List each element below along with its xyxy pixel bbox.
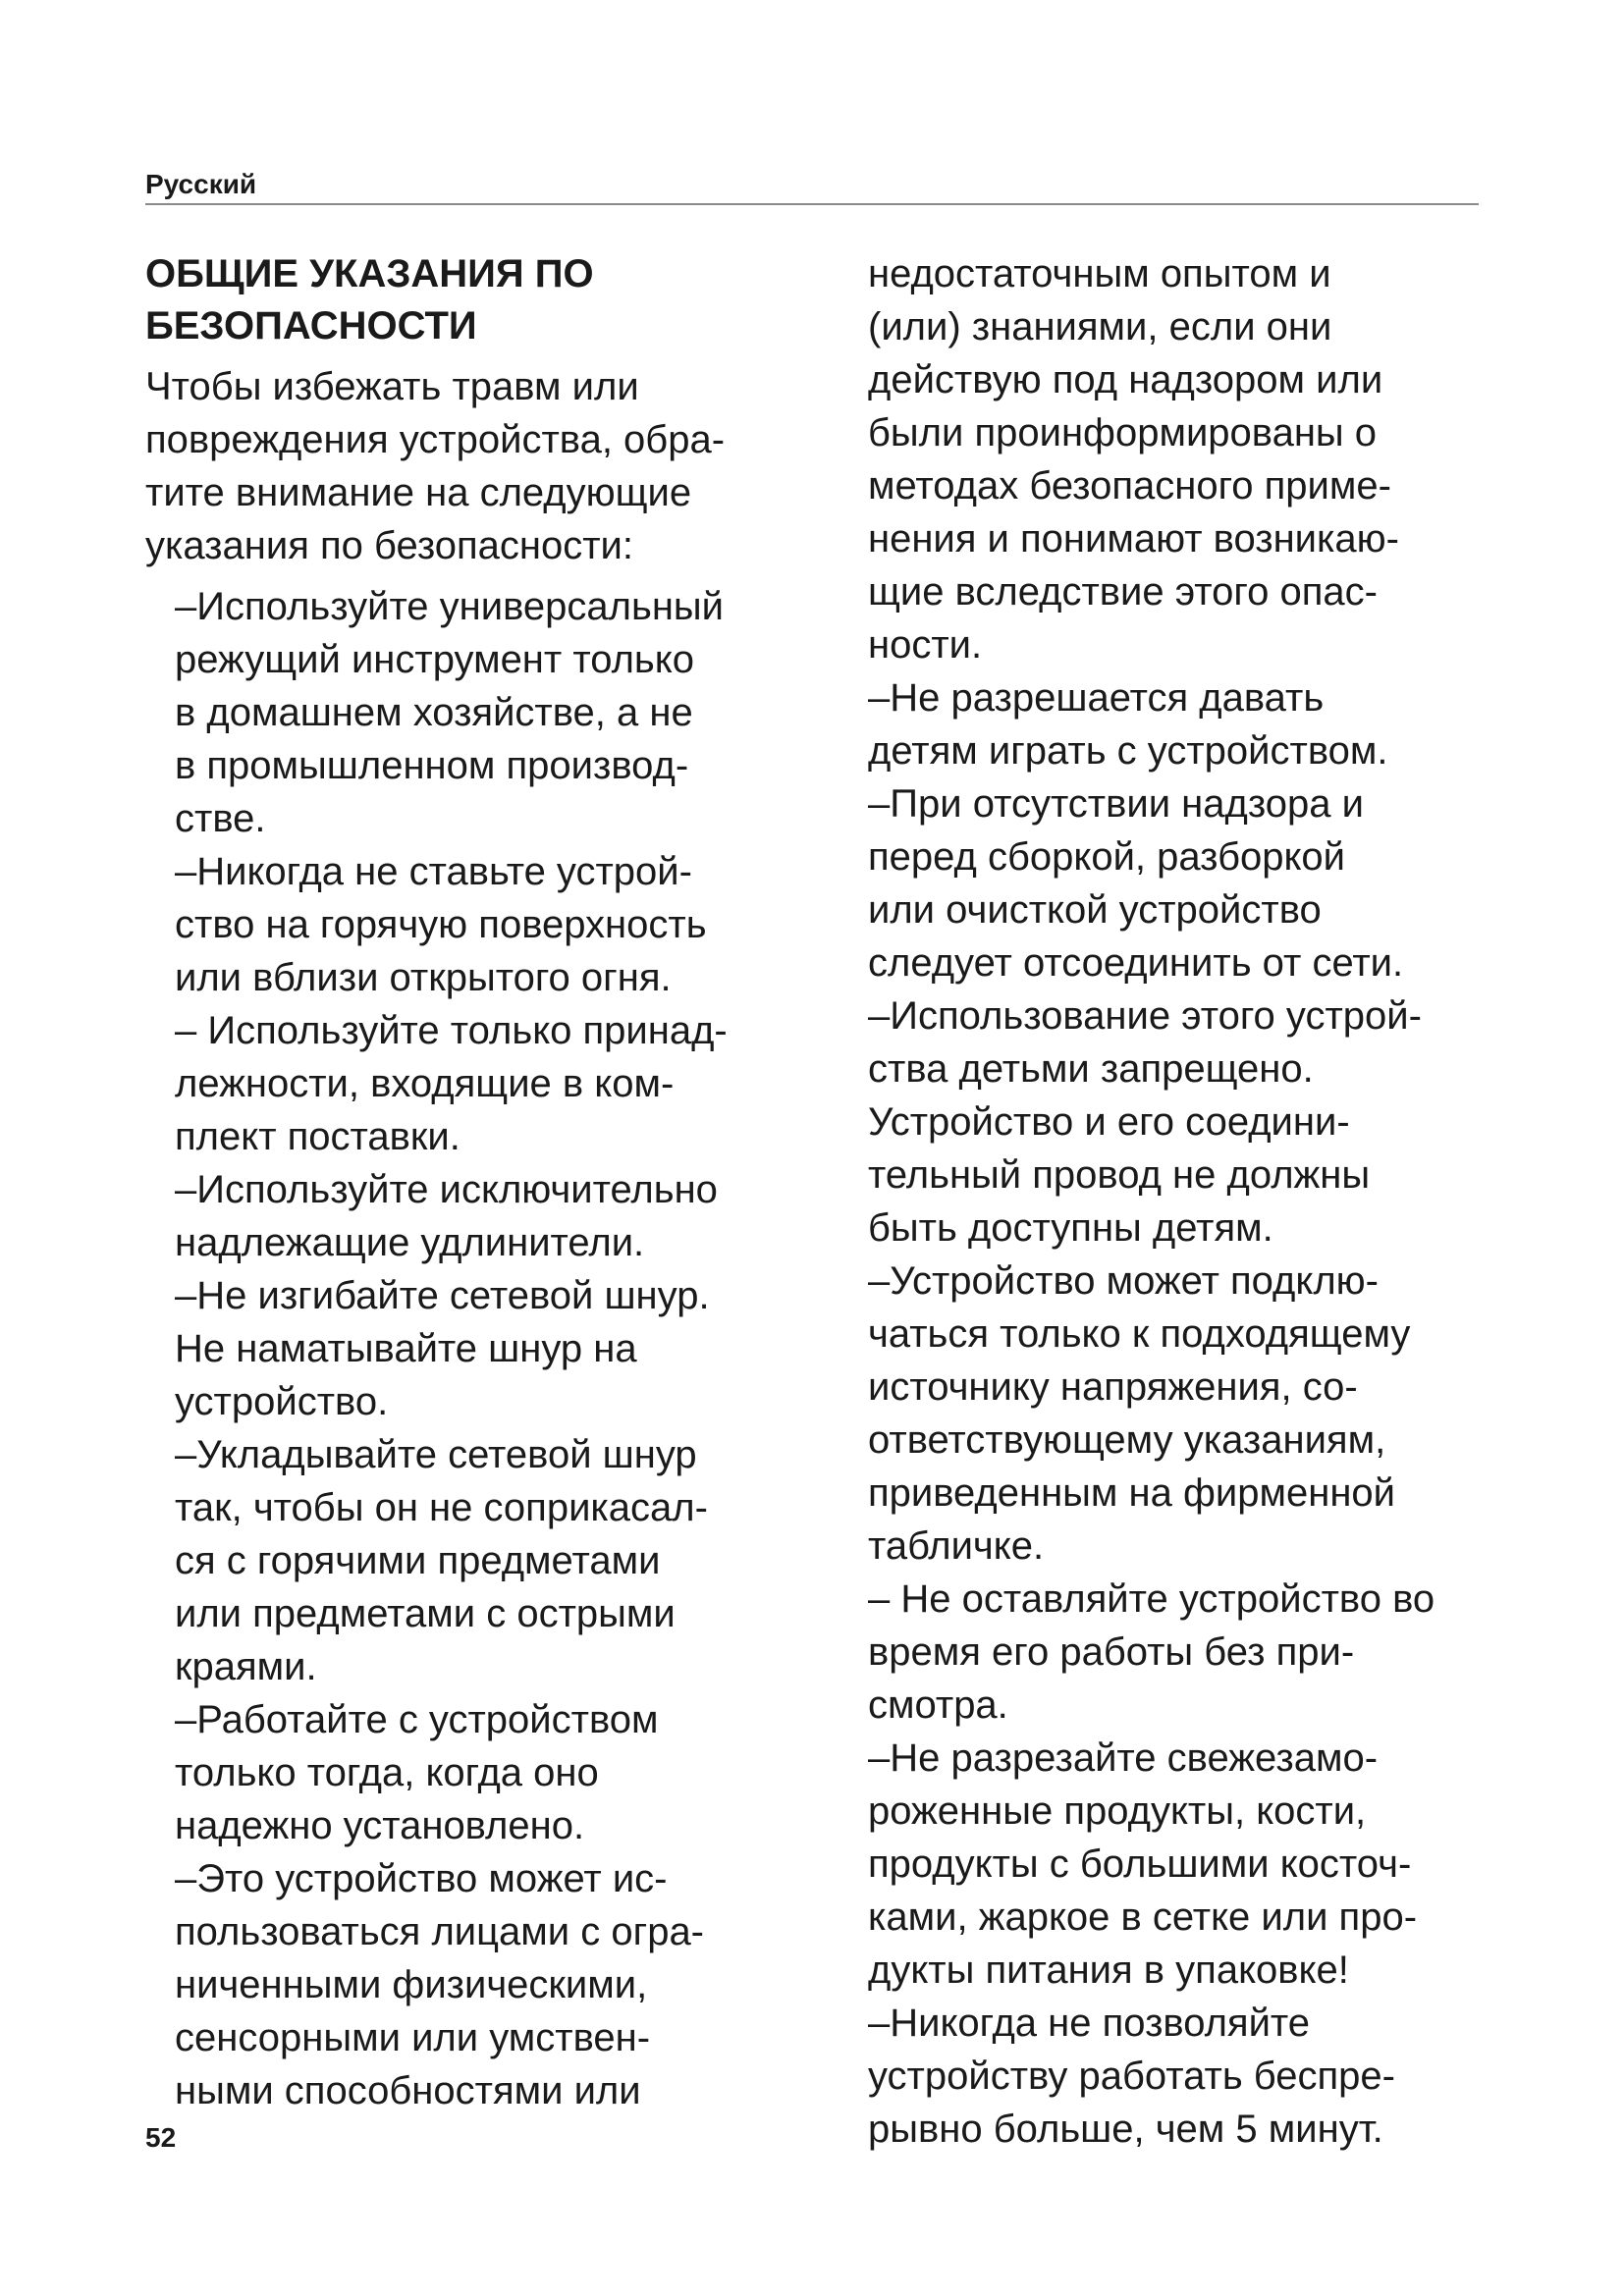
body-text-line: –Укладывайте сетевой шнур	[175, 1433, 697, 1476]
body-text-line: действую под надзором или	[868, 358, 1383, 401]
body-text-line: или очисткой устройство	[868, 888, 1322, 932]
body-text-line: –Не разрешается давать	[868, 676, 1325, 720]
body-text-line: ности.	[868, 623, 983, 667]
body-text-line: или вблизи открытого огня.	[175, 956, 672, 999]
body-text-line: ответствующему указаниям,	[868, 1418, 1386, 1462]
body-text-line: –При отсутствии надзора и	[868, 782, 1364, 826]
body-text-line: Устройство и его соедини-	[868, 1100, 1350, 1144]
body-text-line: перед сборкой, разборкой	[868, 835, 1346, 879]
body-text-line: надлежащие удлинители.	[175, 1221, 645, 1264]
header-language: Русский	[145, 169, 257, 199]
body-text-line: продукты с большими косточ-	[868, 1842, 1412, 1886]
body-text-line: –Устройство может подклю-	[868, 1259, 1379, 1303]
body-text-line: недостаточным опытом и	[868, 252, 1331, 295]
body-text-line: ство на горячую поверхность	[175, 903, 707, 946]
body-text-line: повреждения устройства, обра-	[145, 418, 726, 461]
body-text-line: – Не оставляйте устройство во	[868, 1577, 1435, 1621]
body-text-line: так, чтобы он не соприкасал-	[175, 1486, 708, 1529]
body-text-line: дукты питания в упаковке!	[868, 1949, 1349, 1992]
body-text-line: лежности, входящие в ком-	[175, 1062, 675, 1105]
section-heading-line-1: ОБЩИЕ УКАЗАНИЯ ПО	[145, 252, 594, 295]
body-text-line: устройство.	[175, 1380, 389, 1423]
body-text-line: ками, жаркое в сетке или про-	[868, 1896, 1418, 1939]
body-text-line: источнику напряжения, со-	[868, 1365, 1358, 1409]
body-text-line: –Работайте с устройством	[175, 1698, 659, 1741]
body-text-line: тите внимание на следующие	[145, 471, 692, 514]
section-heading-line-2: БЕЗОПАСНОСТИ	[145, 304, 477, 347]
body-text-line: были проинформированы о	[868, 411, 1378, 454]
body-text-line: в домашнем хозяйстве, а не	[175, 691, 693, 734]
body-text-line: приведенным на фирменной	[868, 1471, 1396, 1515]
body-text-line: в промышленном производ-	[175, 744, 689, 787]
body-text-line: –Использование этого устрой-	[868, 994, 1422, 1038]
body-text-line: указания по безопасности:	[145, 524, 633, 567]
body-text-line: плект поставки.	[175, 1115, 460, 1158]
body-text-line: быть доступны детям.	[868, 1206, 1273, 1250]
body-text-line: ными способностями или	[175, 2069, 641, 2112]
body-text-line: ства детьми запрещено.	[868, 1047, 1314, 1091]
body-text-line: щие вследствие этого опас-	[868, 570, 1378, 614]
page-number: 52	[145, 2122, 177, 2153]
body-text-line: чаться только к подходящему	[868, 1312, 1411, 1356]
body-text-line: Не наматывайте шнур на	[175, 1327, 637, 1370]
body-text-line: краями.	[175, 1645, 317, 1688]
body-text-line: тельный провод не должны	[868, 1153, 1371, 1197]
body-text-line: время его работы без при-	[868, 1630, 1355, 1674]
header-divider	[145, 203, 1479, 205]
body-text-line: –Никогда не ставьте устрой-	[175, 850, 692, 893]
body-text-line: смотра.	[868, 1683, 1008, 1727]
body-text-line: ся с горячими предметами	[175, 1539, 661, 1582]
body-text-line: ниченными физическими,	[175, 1963, 648, 2006]
body-text-line: – Используйте только принад-	[175, 1009, 728, 1052]
body-text-line: следует отсоединить от сети.	[868, 941, 1404, 985]
body-text-line: нения и понимают возникаю-	[868, 517, 1399, 561]
body-text-line: –Никогда не позволяйте	[868, 2002, 1311, 2045]
body-text-line: (или) знаниями, если они	[868, 305, 1332, 348]
body-text-line: методах безопасного приме-	[868, 464, 1391, 507]
body-text-line: только тогда, когда оно	[175, 1751, 599, 1794]
body-text-line: устройству работать беспре-	[868, 2055, 1395, 2098]
body-text-line: –Используйте универсальный	[175, 585, 725, 628]
body-text-line: роженные продукты, кости,	[868, 1789, 1367, 1833]
body-text-line: –Используйте исключительно	[175, 1168, 718, 1211]
body-text-line: Чтобы избежать травм или	[145, 365, 639, 408]
body-text-line: или предметами с острыми	[175, 1592, 676, 1635]
body-text-line: пользоваться лицами с огра-	[175, 1910, 705, 1953]
body-text-line: –Не изгибайте сетевой шнур.	[175, 1274, 710, 1317]
body-text-line: –Это устройство может ис-	[175, 1857, 668, 1900]
body-text-line: –Не разрезайте свежезамо-	[868, 1736, 1379, 1780]
body-text-line: табличке.	[868, 1524, 1045, 1568]
body-text-line: сенсорными или умствен-	[175, 2016, 651, 2059]
body-text-line: надежно установлено.	[175, 1804, 585, 1847]
body-text-line: рывно больше, чем 5 минут.	[868, 2108, 1383, 2151]
body-text-line: детям играть с устройством.	[868, 729, 1388, 773]
body-text-line: стве.	[175, 797, 266, 840]
body-text-line: режущий инструмент только	[175, 638, 694, 681]
